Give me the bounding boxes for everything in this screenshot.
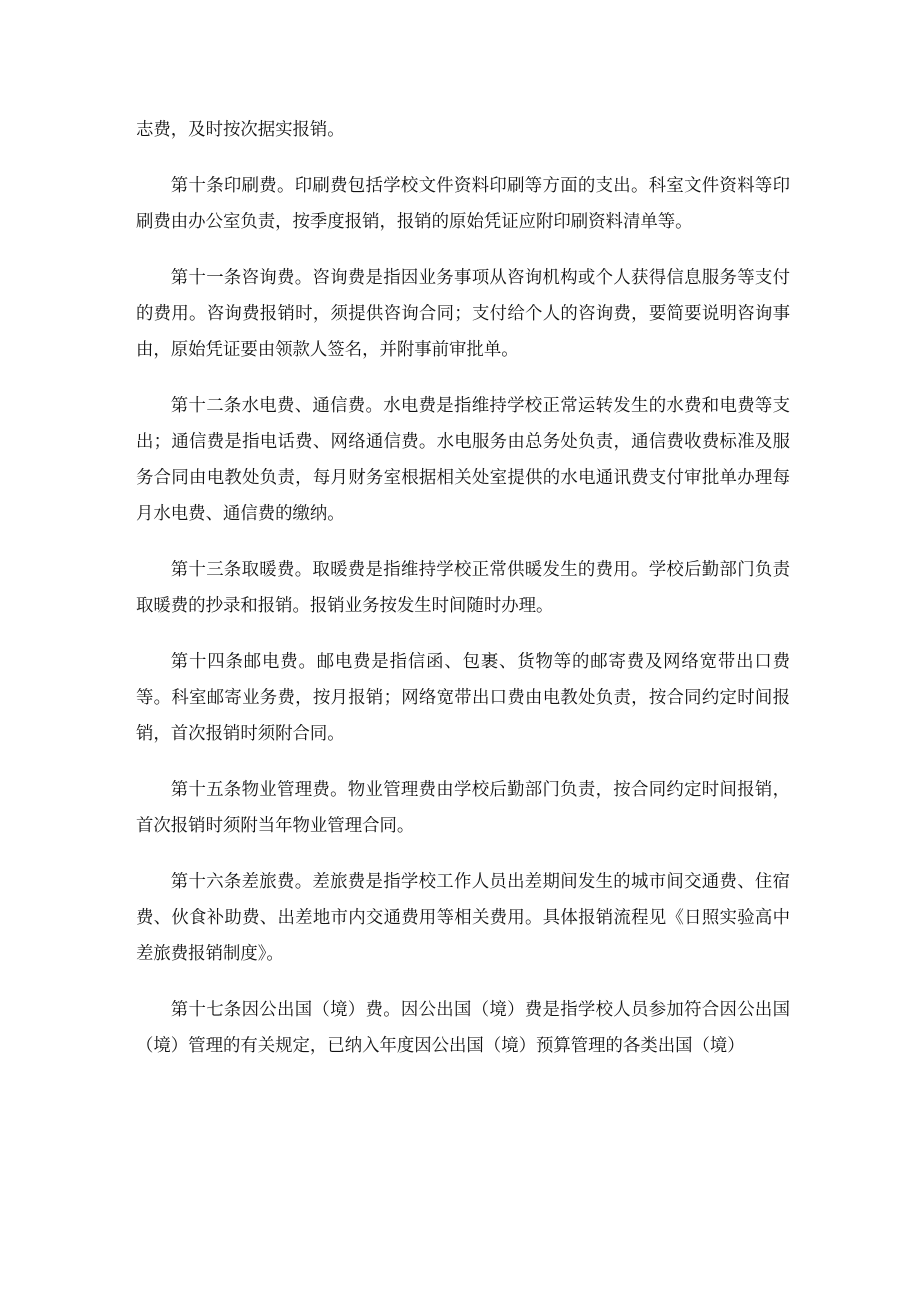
paragraph-article-10: 第十条印刷费。印刷费包括学校文件资料印刷等方面的支出。科室文件资料等印刷费由办公室负责，按季度报销，报销的原始凭证应附印刷资料清单等。 [136, 176, 790, 232]
paragraph-continuation: 志费，及时按次据实报销。 [136, 120, 345, 140]
paragraph-article-11: 第十一条咨询费。咨询费是指因业务事项从咨询机构或个人获得信息服务等支付的费用。咨询费报销时，须提供咨询合同；支付给个人的咨询费，要简要说明咨询事由，原始凭证要由领款人签名，并附事前审批单。 [136, 268, 790, 360]
paragraph-article-15: 第十五条物业管理费。物业管理费由学校后勤部门负责，按合同约定时间报销，首次报销时须附当年物业管理合同。 [136, 780, 790, 836]
document-page [136, 112, 790, 1084]
paragraph-article-16: 第十六条差旅费。差旅费是指学校工作人员出差期间发生的城市间交通费、住宿费、伙食补助费、出差地市内交通费用等相关费用。具体报销流程见《日照实验高中差旅费报销制度》。 [136, 872, 790, 964]
paragraph-article-14: 第十四条邮电费。邮电费是指信函、包裹、货物等的邮寄费及网络宽带出口费等。科室邮寄业务费，按月报销；网络宽带出口费由电教处负责，按合同约定时间报销，首次报销时须附合同。 [136, 652, 790, 744]
paragraph-article-12: 第十二条水电费、通信费。水电费是指维持学校正常运转发生的水费和电费等支出；通信费是指电话费、网络通信费。水电服务由总务处负责，通信费收费标准及服务合同由电教处负责，每月财务室根据相关处室提供的水电通讯费支付审批单办理每月水电费、通信费的缴纳。 [136, 396, 790, 524]
paragraph-article-13: 第十三条取暖费。取暖费是指维持学校正常供暖发生的费用。学校后勤部门负责取暖费的抄录和报销。报销业务按发生时间随时办理。 [136, 560, 790, 616]
paragraph-article-17: 第十七条因公出国（境）费。因公出国（境）费是指学校人员参加符合因公出国（境）管理的有关规定，已纳入年度因公出国（境）预算管理的各类出国（境） [136, 1000, 790, 1056]
